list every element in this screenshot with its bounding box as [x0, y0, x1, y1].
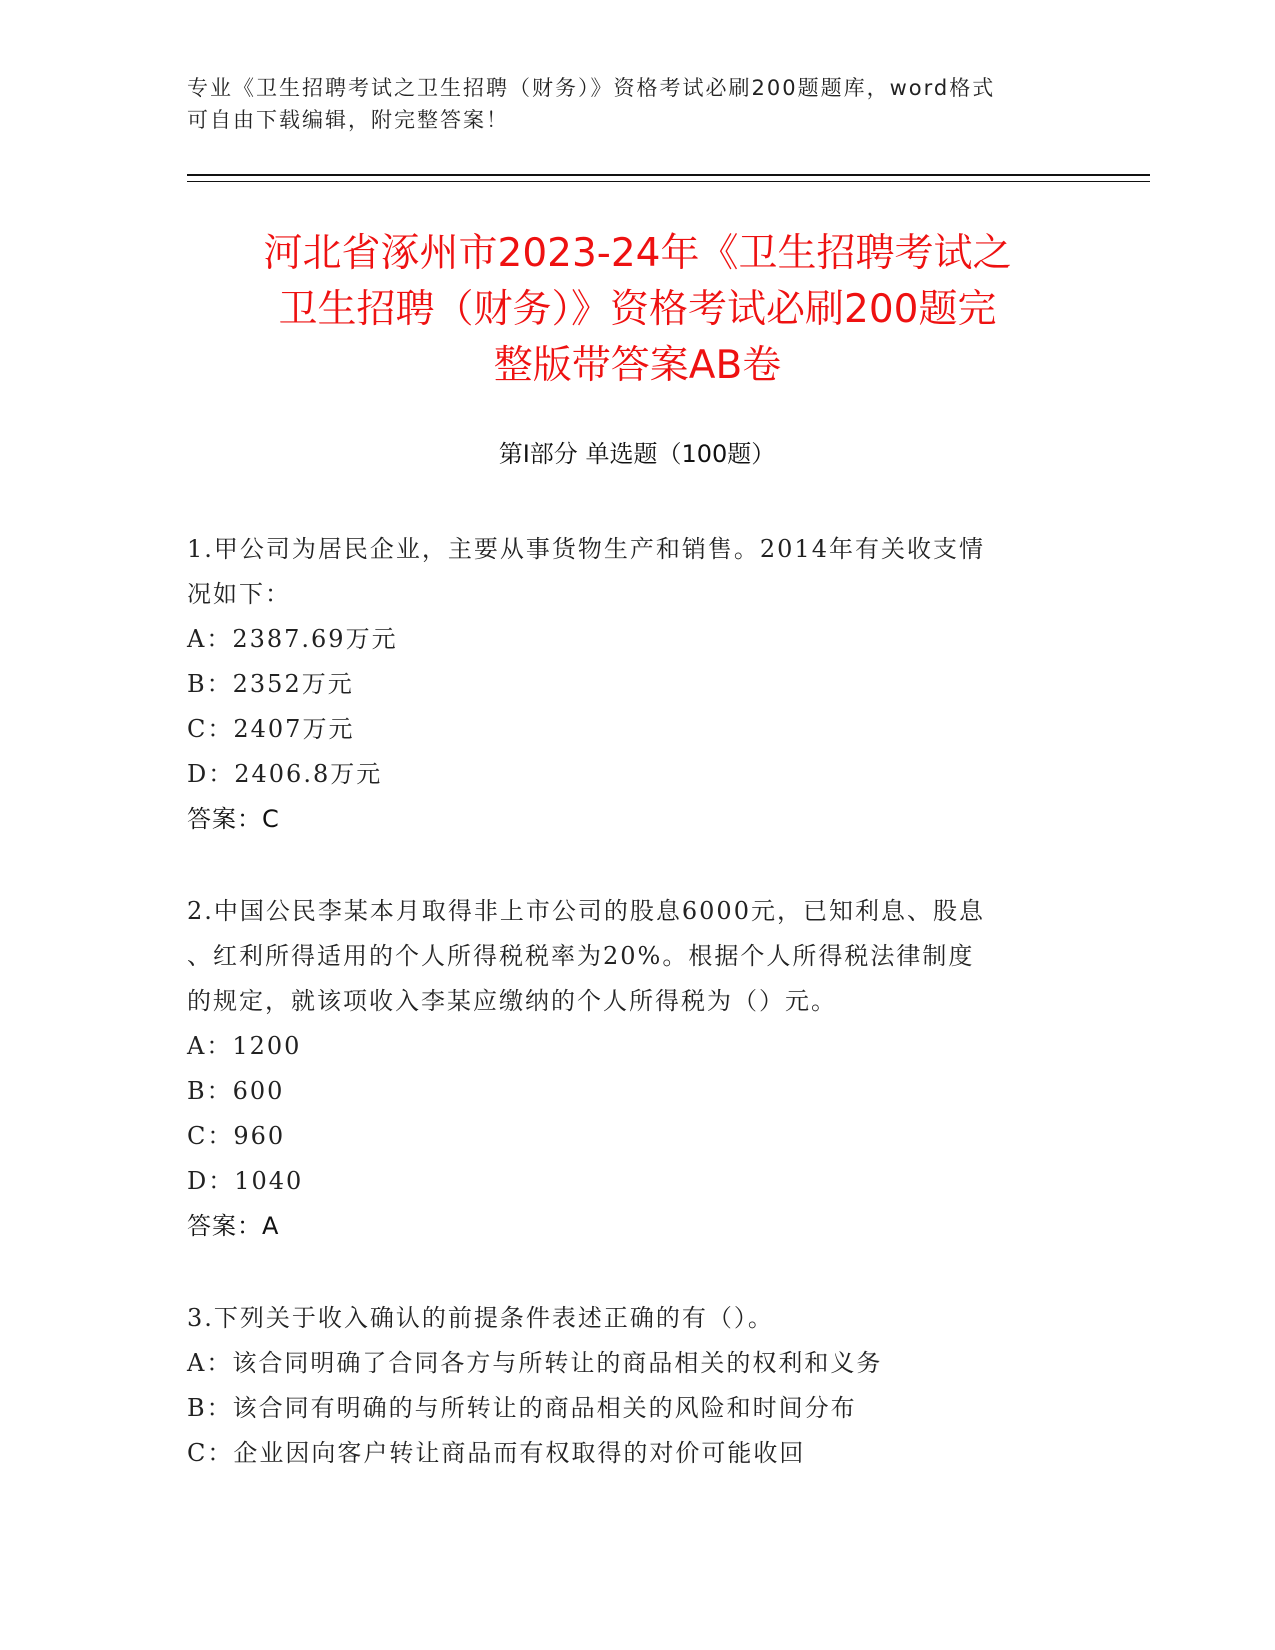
question-1: [187, 527, 1087, 842]
option-b: B：600: [187, 1077, 285, 1105]
answer-text: 答案：A: [187, 1212, 280, 1240]
header-note-line-2: 可自由下载编辑，附完整答案！: [187, 108, 509, 132]
question-stem-line: 况如下：: [187, 580, 291, 608]
header-divider-thick: [187, 174, 1150, 176]
option-c: C：960: [187, 1122, 286, 1150]
header-note-line-1: 专业《卫生招聘考试之卫生招聘（财务）》资格考试必刷200题题库，word格式: [187, 76, 996, 100]
option-a: A：2387.69万元: [187, 625, 398, 653]
question-list: [187, 527, 1087, 1476]
question-stem-line: 1.甲公司为居民企业，主要从事货物生产和销售。2014年有关收支情: [187, 535, 985, 563]
question-stem-line: 、红利所得适用的个人所得税税率为20%。根据个人所得税法律制度: [187, 942, 975, 970]
header-note: [187, 72, 1087, 136]
answer-text: 答案：C: [187, 805, 280, 833]
option-b: B：该合同有明确的与所转让的商品相关的风险和时间分布: [187, 1394, 857, 1422]
option-b: B：2352万元: [187, 670, 354, 698]
header-divider-thin: [187, 181, 1150, 182]
option-d: D：1040: [187, 1167, 304, 1195]
question-stem: [187, 1296, 1087, 1341]
option-c: C：企业因向客户转让商品而有权取得的对价可能收回: [187, 1439, 806, 1467]
question-stem: [187, 527, 1087, 617]
document-title: [160, 226, 1115, 394]
question-3: [187, 1296, 1087, 1476]
question-stem-line: 的规定，就该项收入李某应缴纳的个人所得税为（）元。: [187, 987, 837, 1015]
document-title-line-3: 整版带答案AB卷: [493, 343, 782, 388]
option-a: A：该合同明确了合同各方与所转让的商品相关的权利和义务: [187, 1349, 883, 1377]
document-title-line-1: 河北省涿州市2023-24年《卫生招聘考试之: [263, 231, 1012, 276]
option-a: A：1200: [187, 1032, 302, 1060]
question-stem-line: 3.下列关于收入确认的前提条件表述正确的有（）。: [187, 1304, 774, 1332]
question-spacer: [187, 1249, 1087, 1296]
question-spacer: [187, 842, 1087, 889]
question-stem-line: 2.中国公民李某本月取得非上市公司的股息6000元，已知利息、股息: [187, 897, 985, 925]
document-title-line-2: 卫生招聘（财务）》资格考试必刷200题完: [278, 287, 997, 332]
question-2: [187, 889, 1087, 1249]
option-d: D：2406.8万元: [187, 760, 383, 788]
section-heading: 第Ⅰ部分 单选题（100题）: [498, 440, 776, 468]
question-stem: [187, 889, 1087, 1024]
option-c: C：2407万元: [187, 715, 355, 743]
